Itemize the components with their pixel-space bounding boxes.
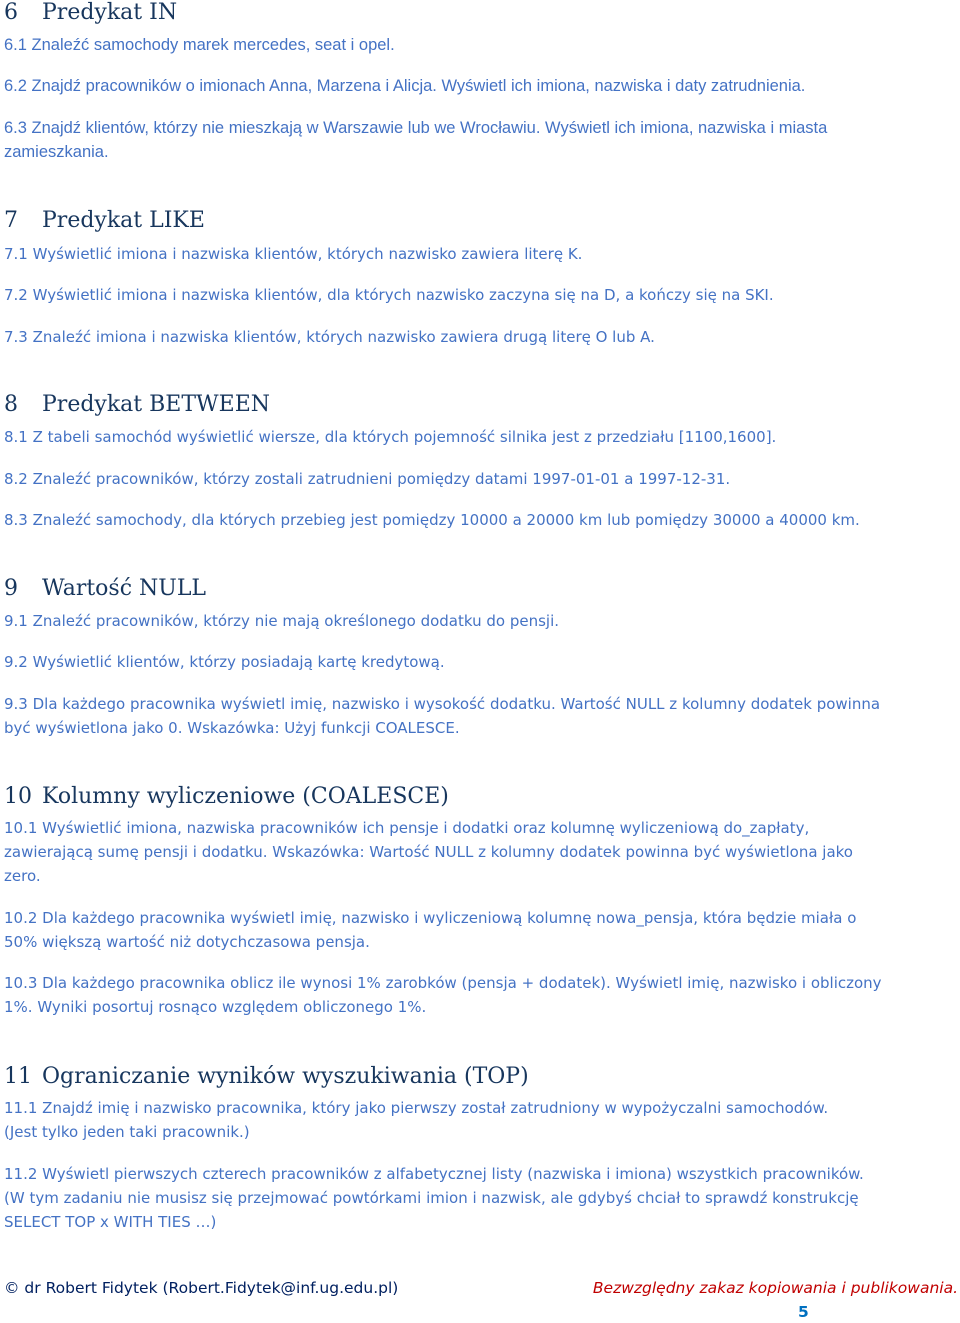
task-line: 7.1 Wyświetlić imiona i nazwiska klientów, których nazwisko zawiera literę K. <box>4 245 583 263</box>
task-line: zawierającą sumę pensji i dodatku. Wskazówka: Wartość NULL z kolumny dodatek powinna być wyświetlona jako <box>4 843 853 861</box>
section-number: 7 <box>4 208 18 233</box>
task-8-3 <box>4 508 860 532</box>
task-10-1 <box>4 816 853 888</box>
section-heading-6 <box>4 0 177 25</box>
section-title: Predykat IN <box>42 0 178 25</box>
task-10-2 <box>4 906 856 954</box>
task-line: 11.2 Wyświetl pierwszych czterech pracowników z alfabetycznej listy (nazwiska i imiona) wszystkich pracowników. <box>4 1165 864 1183</box>
task-line: SELECT TOP x WITH TIES …) <box>4 1213 217 1231</box>
section-number: 10 <box>4 784 32 809</box>
task-line: 9.2 Wyświetlić klientów, którzy posiadają kartę kredytową. <box>4 653 445 671</box>
section-heading-7 <box>4 208 205 233</box>
section-heading-10 <box>4 784 449 809</box>
task-line: 1%. Wyniki posortuj rosnąco względem obliczonego 1%. <box>4 998 427 1016</box>
task-line: 11.1 Znajdź imię i nazwisko pracownika, który jako pierwszy został zatrudniony w wypożyczalni samochodów. <box>4 1099 829 1117</box>
task-line: 10.3 Dla każdego pracownika oblicz ile wynosi 1% zarobków (pensja + dodatek). Wyświetl imię, nazwisko i obliczony <box>4 974 882 992</box>
task-8-1 <box>4 425 776 449</box>
section-title: Kolumny wyliczeniowe (COALESCE) <box>42 784 449 809</box>
section-heading-8 <box>4 392 270 417</box>
section-heading-9 <box>4 576 206 601</box>
task-line: 10.1 Wyświetlić imiona, nazwiska pracowników ich pensje i dodatki oraz kolumnę wyliczeniową do_zapłaty, <box>4 819 810 837</box>
section-number: 9 <box>4 576 18 601</box>
section-heading-11 <box>4 1064 529 1089</box>
task-8-2 <box>4 467 730 491</box>
task-7-1 <box>4 242 582 266</box>
task-line: 10.2 Dla każdego pracownika wyświetl imię, nazwisko i wyliczeniową kolumnę nowa_pensja, która będzie miała o <box>4 909 857 927</box>
section-title: Wartość NULL <box>42 576 207 601</box>
task-6-2 <box>4 74 805 98</box>
page-number: 5 <box>798 1303 809 1321</box>
section-number: 8 <box>4 392 18 417</box>
task-line: (W tym zadaniu nie musisz się przejmować powtórkami imion i nazwisk, ale gdybyś chciał to sprawdź konstrukcję <box>4 1189 859 1207</box>
task-7-2 <box>4 283 774 307</box>
task-7-3 <box>4 325 655 349</box>
task-line: zamieszkania. <box>4 143 109 161</box>
task-10-3 <box>4 971 882 1019</box>
task-line: 7.3 Znaleźć imiona i nazwiska klientów, których nazwisko zawiera drugą literę O lub A. <box>4 328 655 346</box>
task-6-3 <box>4 116 827 164</box>
section-title: Ograniczanie wyników wyszukiwania (TOP) <box>42 1064 529 1089</box>
task-9-2 <box>4 650 445 674</box>
task-line: 9.1 Znaleźć pracowników, którzy nie mają określonego dodatku do pensji. <box>4 612 560 630</box>
task-9-1 <box>4 609 559 633</box>
section-number: 6 <box>4 0 18 25</box>
task-line: 7.2 Wyświetlić imiona i nazwiska klientów, dla których nazwisko zaczyna się na D, a kończy się na SKI. <box>4 286 774 304</box>
footer-copyright-notice: Bezwzględny zakaz kopiowania i publikowania. <box>592 1279 958 1297</box>
task-11-2 <box>4 1162 864 1234</box>
section-title: Predykat LIKE <box>42 208 205 233</box>
task-line: 9.3 Dla każdego pracownika wyświetl imię, nazwisko i wysokość dodatku. Wartość NULL z kolumny dodatek powinna <box>4 695 881 713</box>
task-11-1 <box>4 1096 828 1144</box>
task-line: 50% większą wartość niż dotychczasowa pensja. <box>4 933 370 951</box>
task-line: 6.1 Znaleźć samochody marek mercedes, seat i opel. <box>4 36 395 54</box>
task-9-3 <box>4 692 880 740</box>
task-line: (Jest tylko jeden taki pracownik.) <box>4 1123 250 1141</box>
task-line: być wyświetlona jako 0. Wskazówka: Użyj funkcji COALESCE. <box>4 719 460 737</box>
section-title: Predykat BETWEEN <box>42 392 271 417</box>
task-line: 8.1 Z tabeli samochód wyświetlić wiersze, dla których pojemność silnika jest z przedziału [1100,1600]. <box>4 428 777 446</box>
task-line: 8.2 Znaleźć pracowników, którzy zostali zatrudnieni pomiędzy datami 1997-01-01 a 1997-12-31. <box>4 470 731 488</box>
task-line: 6.3 Znajdź klientów, którzy nie mieszkają w Warszawie lub we Wrocławiu. Wyświetl ich imiona, nazwiska i miasta <box>4 119 828 137</box>
task-line: 8.3 Znaleźć samochody, dla których przebieg jest pomiędzy 10000 a 20000 km lub pomiędzy 30000 a 40000 km. <box>4 511 860 529</box>
task-line: 6.2 Znajdź pracowników o imionach Anna, Marzena i Alicja. Wyświetl ich imiona, nazwiska i daty zatrudnienia. <box>4 77 806 95</box>
section-number: 11 <box>4 1064 32 1089</box>
task-6-1 <box>4 33 395 57</box>
footer-author: © dr Robert Fidytek (Robert.Fidytek@inf.ug.edu.pl) <box>4 1279 399 1297</box>
task-line: zero. <box>4 867 41 885</box>
